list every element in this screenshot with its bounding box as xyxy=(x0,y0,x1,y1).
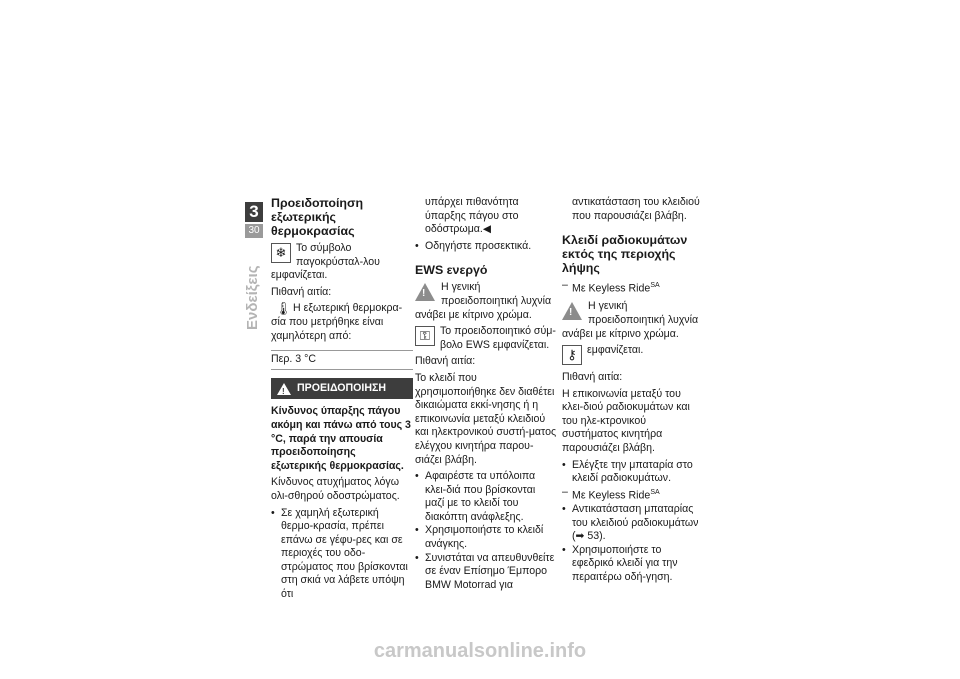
list-item: • Αντικατάσταση μπαταρίας του κλειδιού ραδιοκυμάτων (➡ 53). xyxy=(562,503,704,544)
warning-header xyxy=(271,378,413,400)
continued-text: αντικατάσταση του κλειδιού που παρουσιάζει βλάβη. xyxy=(572,196,700,222)
cause-label: Πιθανή αιτία: xyxy=(271,285,332,298)
column-3 xyxy=(562,196,704,585)
warning-triangle-icon: ! xyxy=(277,383,291,395)
cause-text: Το κλειδί που χρησιμοποιήθηκε δεν διαθέτει δικαιώματα εκκί-νησης ή η επικοινωνία μεταξύ κλειδιού και ηλεκτρονικού συστή-ματος ελέγχου κινητήρα παρου-σιάζει βλάβη. xyxy=(415,371,557,466)
list-item: • Χρησιμοποιήστε το κλειδί ανάγκης. xyxy=(415,524,557,551)
ice-icon-text: Το σύμβολο παγοκρύσταλ-λου εμφανίζεται. xyxy=(271,242,380,282)
list-item: – Με Keyless Ride$^{SA}$ xyxy=(562,486,704,503)
list-item: • Αφαιρέστε τα υπόλοιπα κλει-διά που βρίσκονται μαζί με το κλειδί του διακόπτη ανάφλεξης. xyxy=(415,470,557,524)
heading-outside-temp: Προειδοποίηση εξωτερικής θερμοκρασίας xyxy=(271,196,364,238)
heading-keyless: Κλειδί ραδιοκυμάτων εκτός της περιοχής λήψης xyxy=(562,233,688,276)
lamp-text: Η γενική προειδοποιητική λυχνία ανάβει με κίτρινο χρώμα. xyxy=(562,300,699,340)
thermometer-icon: 🌡 xyxy=(275,301,292,317)
cause-label: Πιθανή αιτία: xyxy=(415,355,476,368)
ews-text: Το προειδοποιητικό σύμ-βολο EWS εμφανίζεται. xyxy=(440,325,556,351)
thermo-text: Η εξωτερική θερμοκρα-σία που μετρήθηκε είναι χαμηλότερη από: xyxy=(271,302,403,342)
radio-key-icon: ⚷ xyxy=(562,345,582,365)
lamp-text: Η γενική προειδοποιητική λυχνία ανάβει με κίτρινο χρώμα. xyxy=(415,281,552,321)
section-label: Ενδείξεις xyxy=(244,265,261,330)
ice-crystal-icon: ❄ xyxy=(271,243,291,263)
chapter-tab: 3 xyxy=(245,202,263,222)
list-item: • Οδηγήστε προσεκτικά. xyxy=(415,240,557,254)
cause-text: Η επικοινωνία μεταξύ του κλει-διού ραδιοκυμάτων και του ηλε-κτρονικού συστήματος κινητήρα παρουσιάζει βλάβη. xyxy=(562,387,690,455)
key-text: εμφανίζεται. xyxy=(587,344,644,357)
warning-bold-text: Κίνδυνος ύπαρξης πάγου ακόμη και πάνω από τους 3 °C, παρά την απουσία προειδοποίησης εξωτερικής θερμοκρασίας. xyxy=(271,405,411,472)
warning-lamp-icon: ! xyxy=(415,283,435,301)
continued-text: υπάρχει πιθανότητα ύπαρξης πάγου στο οδόστρωμα.◀ xyxy=(425,196,519,236)
list-item: • Συνιστάται να απευθυνθείτε σε έναν Επίσημο Έμπορο BMW Motorrad για xyxy=(415,552,557,593)
cause-label: Πιθανή αιτία: xyxy=(562,371,623,384)
threshold-value: Περ. 3 °C xyxy=(271,350,413,370)
list-item: • Σε χαμηλή εξωτερική θερμο-κρασία, πρέπει επάνω σε γέφυ-ρες και σε περιοχές του οδο-στρώματος που βρίσκονται στη σκιά να λάβετε υπόψη ότι xyxy=(271,507,413,602)
list-item: • Χρησιμοποιήστε το εφεδρικό κλειδί για την περαιτέρω οδή-γηση. xyxy=(562,544,704,585)
warning-lamp-icon: ! xyxy=(562,302,582,320)
column-2 xyxy=(415,196,557,592)
list-item: • Ελέγξτε την μπαταρία στο κλειδί ραδιοκυμάτων. xyxy=(562,459,704,486)
ews-key-icon: ⚿ xyxy=(415,326,435,346)
list-item: – Με Keyless Ride$^{SA}$ xyxy=(562,279,704,296)
warning-text: Κίνδυνος ατυχήματος λόγω ολι-σθηρού οδοστρώματος. xyxy=(271,476,400,502)
column-1 xyxy=(271,196,413,602)
watermark: carmanualsonline.info xyxy=(373,640,587,662)
warning-label: ΠΡΟΕΙΔΟΠΟΙΗΣΗ xyxy=(297,381,387,394)
heading-ews: EWS ενεργό xyxy=(415,263,488,278)
page-number: 30 xyxy=(245,224,263,238)
